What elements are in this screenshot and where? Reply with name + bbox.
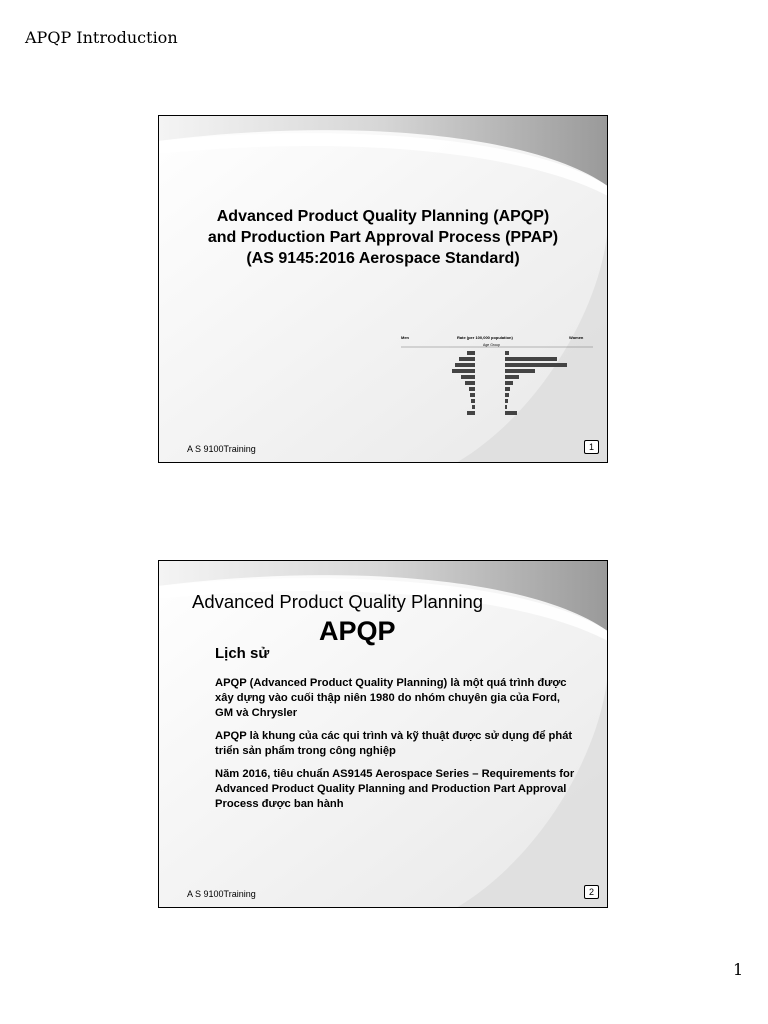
- title-line-2: and Production Part Approval Process (PPAP): [207, 229, 559, 246]
- bar: [465, 381, 475, 385]
- chart-bars: [452, 351, 567, 415]
- slide-2-title: APQP: [319, 616, 396, 646]
- title-line-3: (AS 9145:2016 Aerospace Standard): [246, 250, 520, 267]
- bar: [505, 399, 508, 403]
- slide-1-title: [179, 206, 587, 269]
- population-pyramid-chart: [397, 332, 597, 432]
- bar: [452, 369, 475, 373]
- chart-right-header: Women: [569, 335, 584, 340]
- bar: [505, 381, 513, 385]
- bar: [505, 393, 509, 397]
- bar: [505, 411, 517, 415]
- bar: [505, 363, 567, 367]
- bar: [469, 387, 475, 391]
- slide-2-footer: A S 9100Training: [187, 889, 256, 899]
- bar: [505, 351, 509, 355]
- bar: [470, 393, 475, 397]
- paragraph: APQP là khung của các qui trình và kỹ thuật được sử dụng để phát triển sản phẩm trong công nghiệp: [215, 730, 573, 757]
- slide-2-body: [215, 676, 575, 820]
- paragraph: APQP (Advanced Product Quality Planning) là một quá trình được xây dựng vào cuối thập niên 1980 do nhóm chuyên gia của Ford, GM và Chrysler: [215, 677, 567, 719]
- bar: [505, 375, 519, 379]
- bar: [505, 357, 557, 361]
- bar: [461, 375, 475, 379]
- chart-center-header: Rate (per 100,000 population): [457, 335, 513, 340]
- slide-2: [158, 560, 608, 908]
- bar: [467, 351, 475, 355]
- chart-age-group-label: Age Group: [483, 343, 500, 347]
- page-number: 1: [733, 960, 744, 979]
- slide-2-subheading: Lịch sử: [215, 645, 270, 662]
- bar: [505, 369, 535, 373]
- chart-left-header: Men: [401, 335, 409, 340]
- bar: [471, 399, 475, 403]
- slide-1: [158, 115, 608, 463]
- bar: [455, 363, 475, 367]
- slide-2-number: 2: [584, 885, 599, 899]
- bar: [505, 387, 510, 391]
- slide-1-number: 1: [584, 440, 599, 454]
- paragraph: Năm 2016, tiêu chuẩn AS9145 Aerospace Series – Requirements for Advanced Product Quality Planning and Production Part Approval Process được ban hành: [215, 768, 575, 810]
- bar: [472, 405, 475, 409]
- bar: [505, 405, 507, 409]
- bar: [459, 357, 475, 361]
- slide-1-footer: A S 9100Training: [187, 444, 256, 454]
- page-header: APQP Introduction: [25, 28, 178, 47]
- bar: [467, 411, 475, 415]
- title-line-1: Advanced Product Quality Planning (APQP): [216, 208, 550, 225]
- slide-2-heading: Advanced Product Quality Planning: [192, 591, 484, 612]
